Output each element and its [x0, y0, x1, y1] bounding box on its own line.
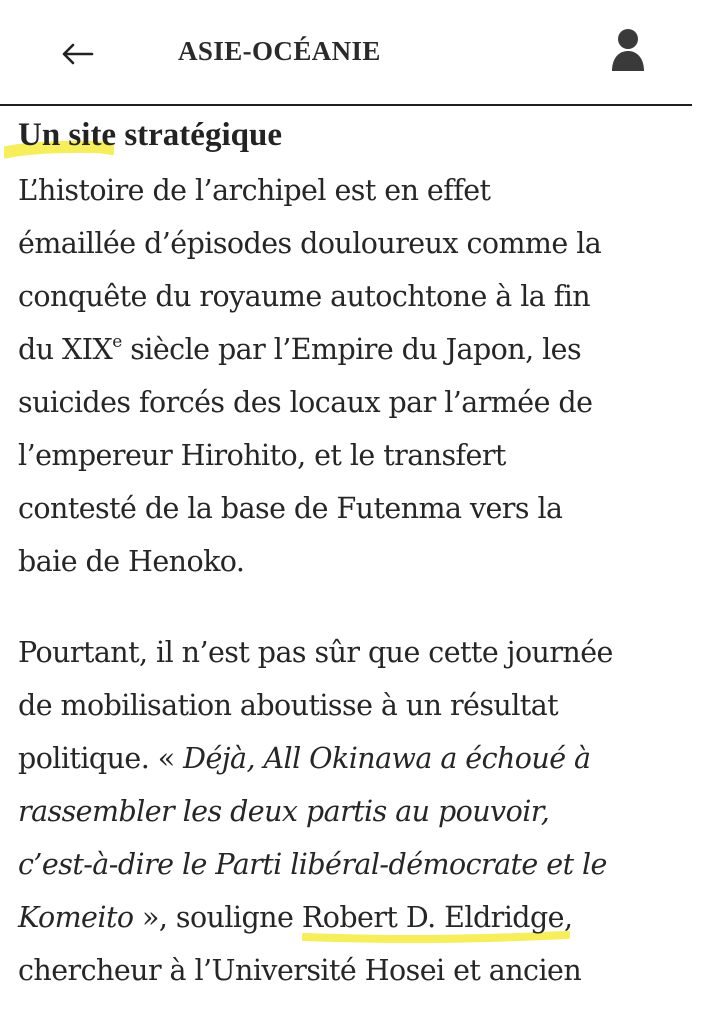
- article-body: [18, 110, 698, 997]
- p1-line: conquête du royaume autochtone à la fin: [18, 280, 591, 313]
- text-run: ,: [564, 901, 573, 934]
- p1-line: [18, 323, 698, 376]
- quote-line: rassembler les deux partis au pouvoir,: [18, 795, 550, 828]
- text-run: », souligne: [133, 901, 302, 934]
- author-link[interactable]: [302, 891, 564, 944]
- p1-line: émaillée d’épisodes douloureux comme la: [18, 227, 602, 260]
- text-run: siècle par l’Empire du Japon, les: [121, 333, 582, 366]
- p2-line: [18, 891, 698, 944]
- section-title[interactable]: ASIE-OCÉANIE: [178, 36, 381, 66]
- user-icon: [610, 28, 646, 72]
- text-run: du XIX: [18, 333, 113, 366]
- quote-line: c’est-à-dire le Parti libéral-démocrate et le: [18, 848, 607, 881]
- p1-line: l’empereur Hirohito, et le transfert: [18, 439, 506, 472]
- quote-text: Komeito: [18, 901, 134, 934]
- article-subhead: [18, 110, 282, 160]
- arrow-left-icon: [61, 43, 95, 65]
- p1-line: contesté de la base de Futenma vers la: [18, 492, 563, 525]
- back-button[interactable]: [58, 34, 98, 74]
- subhead-text: Un site stratégique: [18, 117, 282, 153]
- author-name: Robert D. Eldridge: [301, 901, 564, 934]
- account-button[interactable]: [600, 22, 656, 78]
- paragraph-1: [18, 164, 698, 588]
- p1-line: L’histoire de l’archipel est en effet: [18, 174, 491, 207]
- p1-line: suicides forcés des locaux par l’armée de: [18, 386, 593, 419]
- p2-line: [18, 732, 698, 785]
- p2-line: chercheur à l’Université Hosei et ancien: [18, 954, 582, 987]
- p2-line: Pourtant, il n’est pas sûr que cette journée: [18, 636, 613, 669]
- quote-text: Déjà, All Okinawa a échoué à: [183, 742, 591, 775]
- text-run: politique. «: [18, 742, 184, 775]
- superscript: e: [112, 332, 122, 352]
- p2-line: de mobilisation aboutisse à un résultat: [18, 689, 559, 722]
- paragraph-2: [18, 626, 698, 997]
- p1-line: baie de Henoko.: [18, 545, 245, 578]
- top-bar: [0, 0, 692, 106]
